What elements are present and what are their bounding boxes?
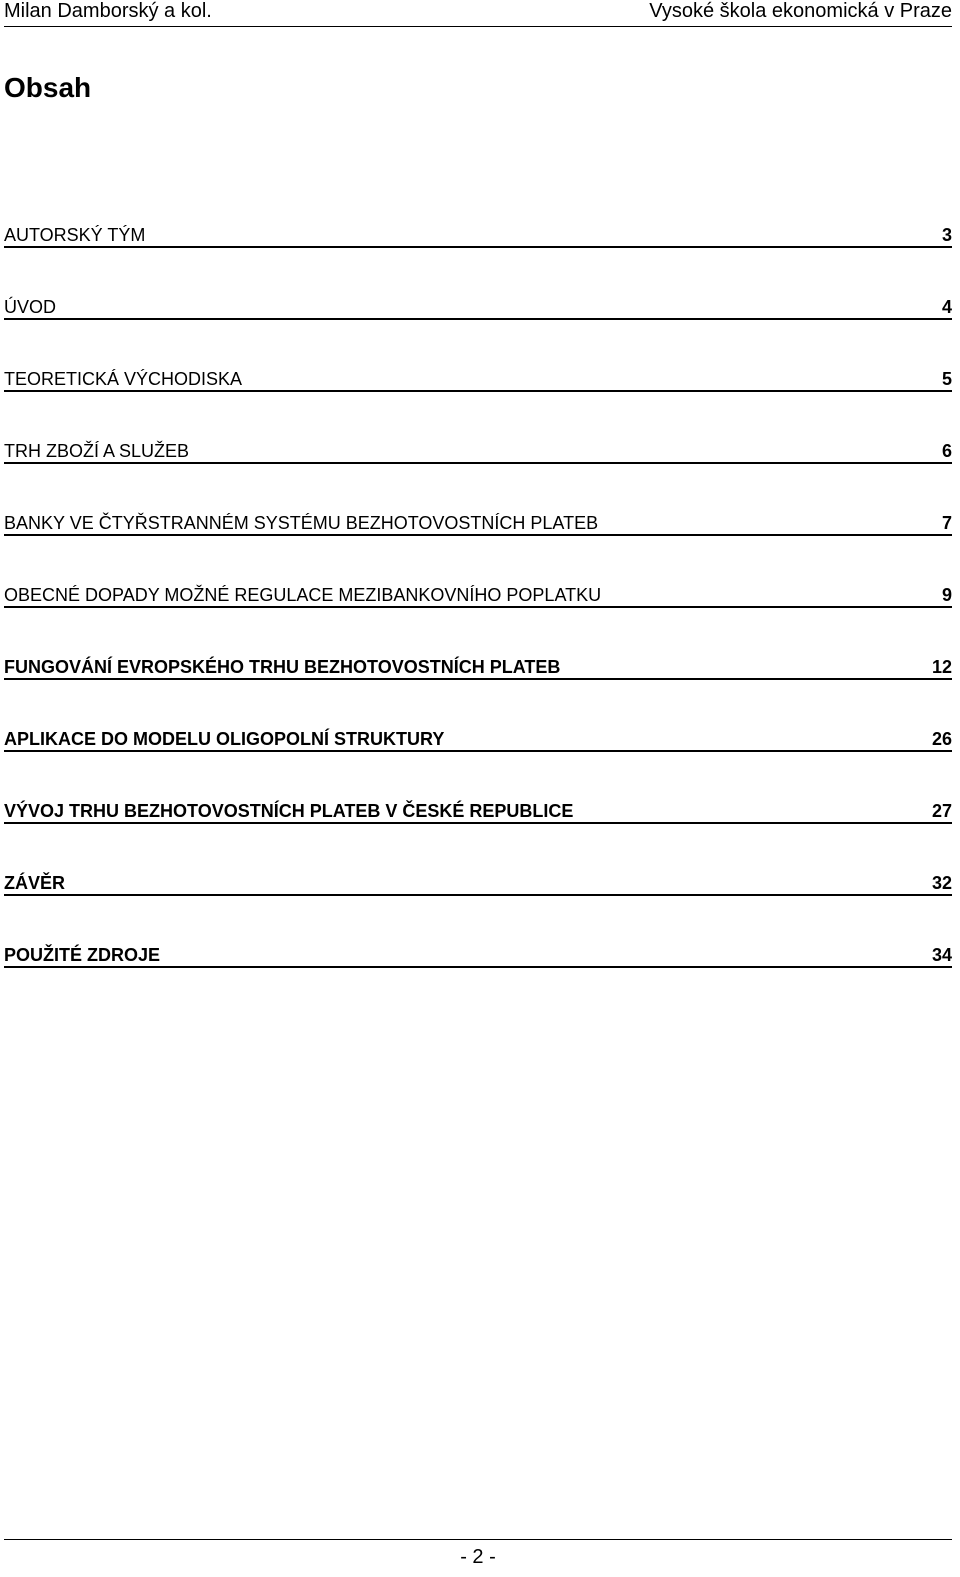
toc-entry-page: 27: [931, 801, 952, 821]
toc-entry-page: 3: [941, 225, 952, 245]
toc-entry-title: OBECNÉ DOPADY MOŽNÉ REGULACE MEZIBANKOVNÍHO POPLATKU: [4, 585, 602, 605]
toc-entry-trh-zbozi-a-sluzeb[interactable]: [4, 438, 952, 464]
header-author: Milan Damborský a kol.: [4, 0, 212, 22]
toc-entry-fungovani[interactable]: [4, 654, 952, 680]
toc-entry-title: TRH ZBOŽÍ A SLUŽEB: [4, 441, 190, 461]
toc-entry-banky[interactable]: [4, 510, 952, 536]
toc-entry-title: BANKY VE ČTYŘSTRANNÉM SYSTÉMU BEZHOTOVOSTNÍCH PLATEB: [4, 513, 599, 533]
toc-entry-vyvoj-trhu[interactable]: [4, 798, 952, 824]
toc-entry-title: FUNGOVÁNÍ EVROPSKÉHO TRHU BEZHOTOVOSTNÍCH PLATEB: [4, 657, 561, 677]
toc-entry-title: TEORETICKÁ VÝCHODISKA: [4, 369, 243, 389]
toc-entry-title: AUTORSKÝ TÝM: [4, 225, 146, 245]
toc-entry-zaver[interactable]: [4, 870, 952, 896]
page-number: - 2 -: [460, 1546, 496, 1568]
table-of-contents: [4, 222, 952, 1014]
page-title: Obsah: [4, 72, 92, 103]
toc-entry-page: 4: [941, 297, 952, 317]
toc-entry-uvod[interactable]: [4, 294, 952, 320]
toc-entry-title: ZÁVĚR: [4, 873, 66, 893]
toc-entry-page: 12: [931, 657, 952, 677]
toc-entry-title: POUŽITÉ ZDROJE: [4, 945, 161, 965]
toc-entry-page: 26: [931, 729, 952, 749]
header-institution: Vysoké škola ekonomická v Praze: [649, 0, 952, 22]
running-footer: [4, 1539, 952, 1574]
toc-entry-page: 7: [941, 513, 952, 533]
toc-entry-title: ÚVOD: [4, 297, 57, 317]
toc-entry-pouzite-zdroje[interactable]: [4, 942, 952, 968]
toc-entry-page: 5: [941, 369, 952, 389]
toc-entry-autorsky-tym[interactable]: [4, 222, 952, 248]
toc-entry-teoreticka-vychodiska[interactable]: [4, 366, 952, 392]
toc-entry-page: 6: [941, 441, 952, 461]
toc-entry-page: 9: [941, 585, 952, 605]
toc-entry-obecne-dopady[interactable]: [4, 582, 952, 608]
running-header: [4, 0, 952, 27]
toc-entry-page: 32: [931, 873, 952, 893]
toc-entry-aplikace[interactable]: [4, 726, 952, 752]
toc-entry-title: APLIKACE DO MODELU OLIGOPOLNÍ STRUKTURY: [4, 729, 445, 749]
toc-entry-page: 34: [931, 945, 952, 965]
toc-entry-title: VÝVOJ TRHU BEZHOTOVOSTNÍCH PLATEB V ČESKÉ REPUBLICE: [4, 801, 574, 821]
